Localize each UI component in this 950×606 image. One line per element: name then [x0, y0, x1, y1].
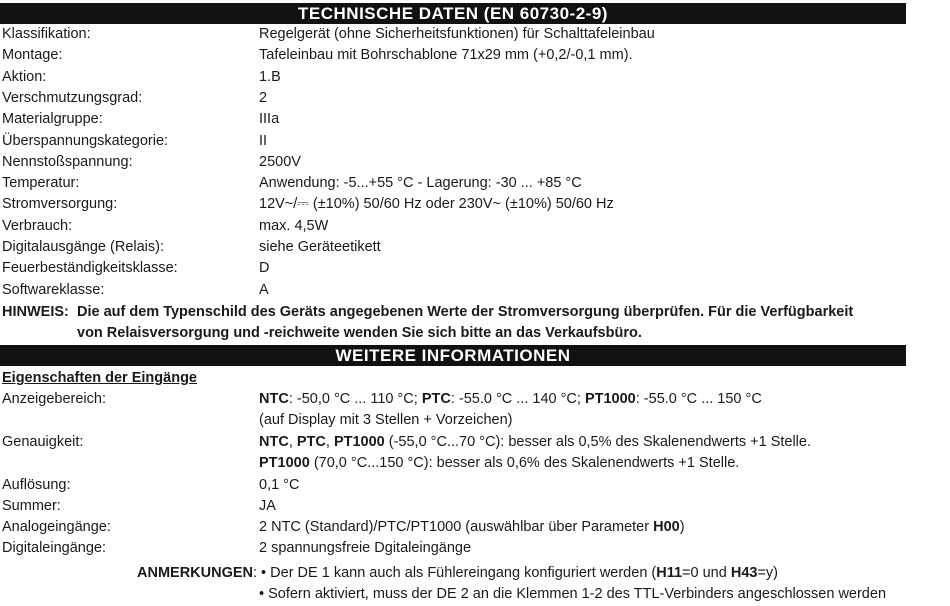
tech-row	[2, 216, 942, 237]
hinweis-text-2: von Relaisversorgung und -reichweite wenden Sie sich bitte an das Verkaufsbüro.	[77, 325, 642, 341]
tech-row	[2, 67, 942, 88]
section-header-technische-daten: TECHNISCHE DATEN (EN 60730-2-9)	[0, 3, 906, 24]
tech-row	[2, 45, 942, 66]
anmerkungen-label: ANMERKUNGEN	[137, 565, 253, 581]
row-value: 2	[259, 89, 268, 106]
row-label: Auflösung:	[2, 477, 71, 493]
row-summer	[2, 496, 942, 517]
tech-row	[2, 237, 942, 258]
hinweis-note	[2, 302, 854, 323]
row-value: D	[259, 260, 270, 277]
row-label: Verbrauch:	[2, 217, 73, 234]
row-analogeingaenge	[2, 517, 942, 538]
hinweis-label: HINWEIS:	[2, 304, 69, 320]
row-value: 1.B	[259, 68, 281, 85]
tech-row	[2, 131, 942, 152]
tech-row	[2, 280, 942, 301]
row-label: Feuerbeständigkeitsklasse:	[2, 260, 178, 277]
section-header-weitere-informationen: WEITERE INFORMATIONEN	[0, 345, 906, 366]
row-label: Genauigkeit:	[2, 434, 84, 450]
row-label: Summer:	[2, 498, 61, 514]
row-value: 2 NTC (Standard)/PTC/PT1000 (auswählbar über Parameter H00)	[259, 519, 685, 535]
tech-row	[2, 152, 942, 173]
row-value: Tafeleinbau mit Bohrschablone 71x29 mm (+0,2/-0,1 mm).	[259, 47, 633, 64]
tech-row	[2, 258, 942, 279]
row-value: 2 spannungsfreie Dgitaleingänge	[259, 540, 472, 556]
row-value: A	[259, 281, 269, 298]
subsection-title-eingaenge: Eigenschaften der Eingänge	[2, 370, 197, 386]
row-digitaleingaenge	[2, 538, 942, 559]
row-value: 12V~/⎓ (±10%) 50/60 Hz oder 230V~ (±10%) 50/60 Hz	[259, 196, 614, 213]
row-label: Temperatur:	[2, 175, 80, 192]
row-label: Analogeingänge:	[2, 519, 111, 535]
hinweis-text-1: Die auf dem Typenschild des Geräts angegebenen Werte der Stromversorgung überprüfen. Für die Verfügbarkeit	[77, 304, 854, 320]
row-value: 0,1 °C	[259, 477, 300, 493]
tech-row	[2, 194, 942, 215]
row-label: Verschmutzungsgrad:	[2, 89, 143, 106]
row-label: Montage:	[2, 47, 63, 64]
tech-row	[2, 173, 942, 194]
tech-row	[2, 109, 942, 130]
row-label: Digitaleingänge:	[2, 540, 106, 556]
row-value: PT1000 (70,0 °C...150 °C): besser als 0,6% des Skalenendwerts +1 Stelle.	[259, 455, 740, 471]
row-value: Anwendung: -5...+55 °C - Lagerung: -30 ... +85 °C	[259, 175, 582, 192]
row-value: Regelgerät (ohne Sicherheitsfunktionen) für Schalttafeleinbau	[259, 26, 655, 42]
row-value: JA	[259, 498, 276, 514]
row-label: Überspannungskategorie:	[2, 132, 169, 149]
row-value: siehe Geräteetikett	[259, 239, 381, 255]
row-anzeigebereich-line2	[2, 410, 942, 431]
row-value: max. 4,5W	[259, 217, 329, 234]
row-label: Anzeigebereich:	[2, 391, 106, 407]
row-value: 2500V	[259, 153, 301, 170]
row-value: IIIa	[259, 111, 280, 128]
row-label: Stromversorgung:	[2, 196, 118, 213]
row-label: Digitalausgänge (Relais):	[2, 239, 164, 255]
row-value: NTC, PTC, PT1000 (-55,0 °C...70 °C): besser als 0,5% des Skalenendwerts +1 Stelle.	[259, 434, 811, 450]
row-value: NTC: -50,0 °C ... 110 °C; PTC: -55.0 °C ... 140 °C; PT1000: -55.0 °C ... 150 °C	[259, 391, 762, 407]
tech-row	[2, 88, 942, 109]
row-label: Aktion:	[2, 68, 47, 85]
row-anzeigebereich	[2, 389, 942, 410]
hinweis-note-line2	[77, 323, 642, 344]
row-value: II	[259, 132, 268, 149]
row-label: Softwareklasse:	[2, 281, 105, 298]
tech-row	[2, 24, 942, 45]
row-aufloesung	[2, 475, 942, 496]
anmerkungen-line2: • Sofern aktiviert, muss der DE 2 an die Klemmen 1-2 des TTL-Verbinders angeschlossen werden	[259, 586, 887, 602]
row-label: Nennstoßspannung:	[2, 153, 133, 170]
row-genauigkeit-line2	[2, 453, 942, 474]
row-label: Klassifikation:	[2, 26, 91, 42]
row-label: Materialgruppe:	[2, 111, 103, 128]
row-value: (auf Display mit 3 Stellen + Vorzeichen)	[259, 412, 513, 428]
row-genauigkeit	[2, 432, 942, 453]
anmerkungen-line1: ANMERKUNGEN: • Der DE 1 kann auch als Fühlereingang konfiguriert werden (H11=0 und H43=y)	[137, 565, 778, 581]
